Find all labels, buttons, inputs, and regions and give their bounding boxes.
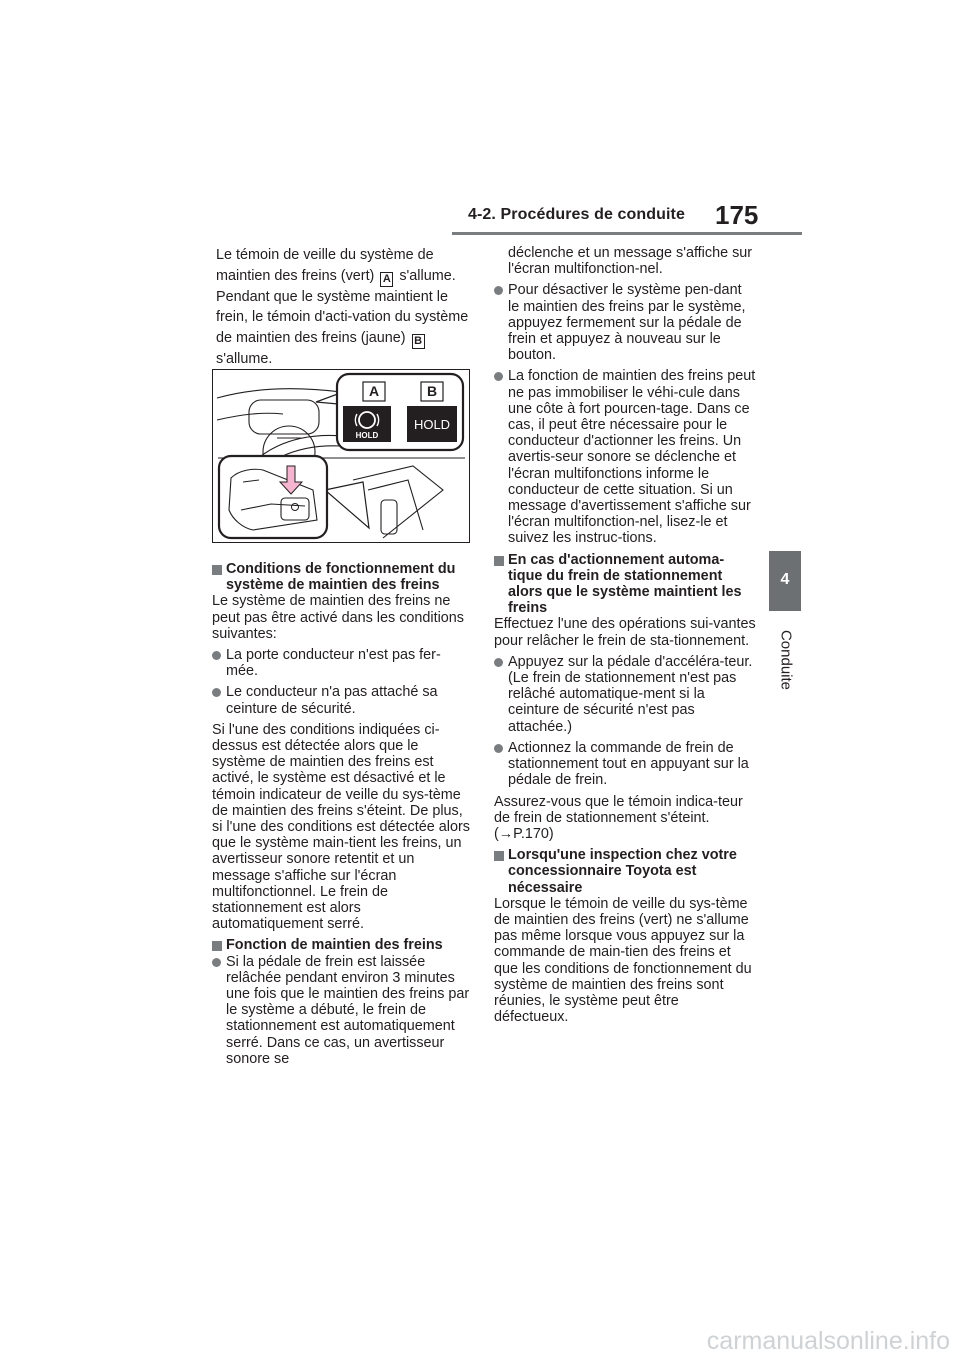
bullet-item: Pour désactiver le système pen-dant le maintien des freins par le système, appuyez fermement sur la pédale de frein et appuyez à nouveau sur le bouton. bbox=[494, 282, 756, 363]
section-title: 4-2. Procédures de conduite bbox=[468, 206, 685, 223]
page-number: 175 bbox=[715, 200, 759, 230]
paragraph: Si l'une des conditions indiquées ci-dessus est détectée alors que le système de maintien des freins est activé, le système est désactivé et le témoin indicateur de veille du sys-tème de maintien des freins s'éteint. De plus, si l'une des conditions est détectée alors que le système main-tient les freins, un avertisseur sonore retentit et un message s'affiche sur l'écran multifonctionnel. Le frein de stationnement est alors automatiquement serré. bbox=[212, 721, 470, 933]
paragraph: Le système de maintien des freins ne peut pas être activé dans les conditions suivantes: bbox=[212, 593, 464, 642]
callout-box-a: A bbox=[380, 272, 393, 287]
bullet-item: La fonction de maintien des freins peut ne pas immobiliser le véhi-cule dans une côte à fort pourcen-tage. Dans ce cas, il peut être nécessaire pour le conducteur d'actionner les freins. Un avertis-seur sonore se déclenche et l'écran multifonctions informe le conducteur de cette situation. Si un message d'avertissement s'affiche sur l'écran multifonction-nel, lisez-le et suivez les instruc-tions. bbox=[494, 368, 756, 546]
heading-brake-hold-function: Fonction de maintien des freins bbox=[212, 937, 470, 953]
callout-box-b: B bbox=[412, 334, 425, 349]
intro-text-3: s'allume. bbox=[216, 350, 273, 367]
intro-text-1: Le témoin de veille du système de maintien des freins (vert) bbox=[216, 247, 434, 284]
chapter-tab bbox=[769, 551, 801, 611]
header-rule bbox=[452, 232, 802, 235]
button-callout-frame bbox=[219, 456, 327, 538]
chapter-number: 4 bbox=[780, 571, 790, 588]
intro-text-2: s'allume. Pendant que le système maintient le frein, le témoin d'acti-vation du système de maintien des freins (jaune) bbox=[216, 267, 469, 346]
bullet-item: Actionnez la commande de frein de stationnement tout en appuyant sur la pédale de frein. bbox=[494, 740, 756, 789]
paragraph: Assurez-vous que le témoin indica-teur de frein de stationnement s'éteint. (→P.170) bbox=[494, 793, 743, 842]
bullet-item: Appuyez sur la pédale d'accéléra-teur. (Le frein de stationnement n'est pas relâché automatique-ment si la ceinture de sécurité n'est pas attachée.) bbox=[494, 654, 756, 735]
bullet-item: La porte conducteur n'est pas fer-mée. bbox=[212, 647, 470, 679]
paragraph-continuation: déclenche et un message s'affiche sur l'écran multifonction-nel. bbox=[508, 245, 753, 278]
right-column bbox=[494, 245, 756, 1030]
heading-operating-conditions: Conditions de fonctionnement du système de maintien des freins bbox=[212, 561, 470, 593]
paragraph: Lorsque le témoin de veille du sys-tème de maintien des freins (vert) ne s'allume pas même lorsque vous appuyez sur la commande de main-tien des freins et que les conditions de fonctionnement du système de maintien des freins sont réunies, le système peut être défectueux. bbox=[494, 895, 752, 1026]
chapter-label-box bbox=[771, 620, 801, 700]
brake-hold-illustration bbox=[212, 369, 470, 543]
bullet-item: Si la pédale de frein est laissée relâchée pendant environ 3 minutes une fois que le maintien des freins par le système a débuté, le frein de stationnement est automatiquement serré. Dans ce cas, un avertisseur sonore se bbox=[212, 954, 470, 1067]
bullet-item: Le conducteur n'a pas attaché sa ceinture de sécurité. bbox=[212, 684, 470, 716]
indicator-label-b: B bbox=[426, 383, 438, 399]
heading-auto-parking-brake: En cas d'actionnement automa-tique du frein de stationnement alors que le système maintient les freins bbox=[494, 552, 756, 617]
intro-paragraph bbox=[212, 245, 470, 369]
hold-active-text: HOLD bbox=[413, 417, 451, 432]
heading-dealer-inspection: Lorsqu'une inspection chez votre concessionnaire Toyota est nécessaire bbox=[494, 847, 756, 896]
indicator-label-a: A bbox=[368, 383, 380, 399]
illustration-svg bbox=[213, 370, 469, 542]
watermark: carmanualsonline.info bbox=[706, 1327, 950, 1355]
hold-standby-text: HOLD bbox=[355, 431, 379, 440]
left-column bbox=[212, 245, 470, 1072]
chapter-label: Conduite bbox=[777, 629, 795, 691]
paragraph: Effectuez l'une des opérations sui-vantes pour relâcher le frein de sta-tionnement. bbox=[494, 616, 756, 649]
callout-pointer-bottom bbox=[325, 482, 369, 528]
